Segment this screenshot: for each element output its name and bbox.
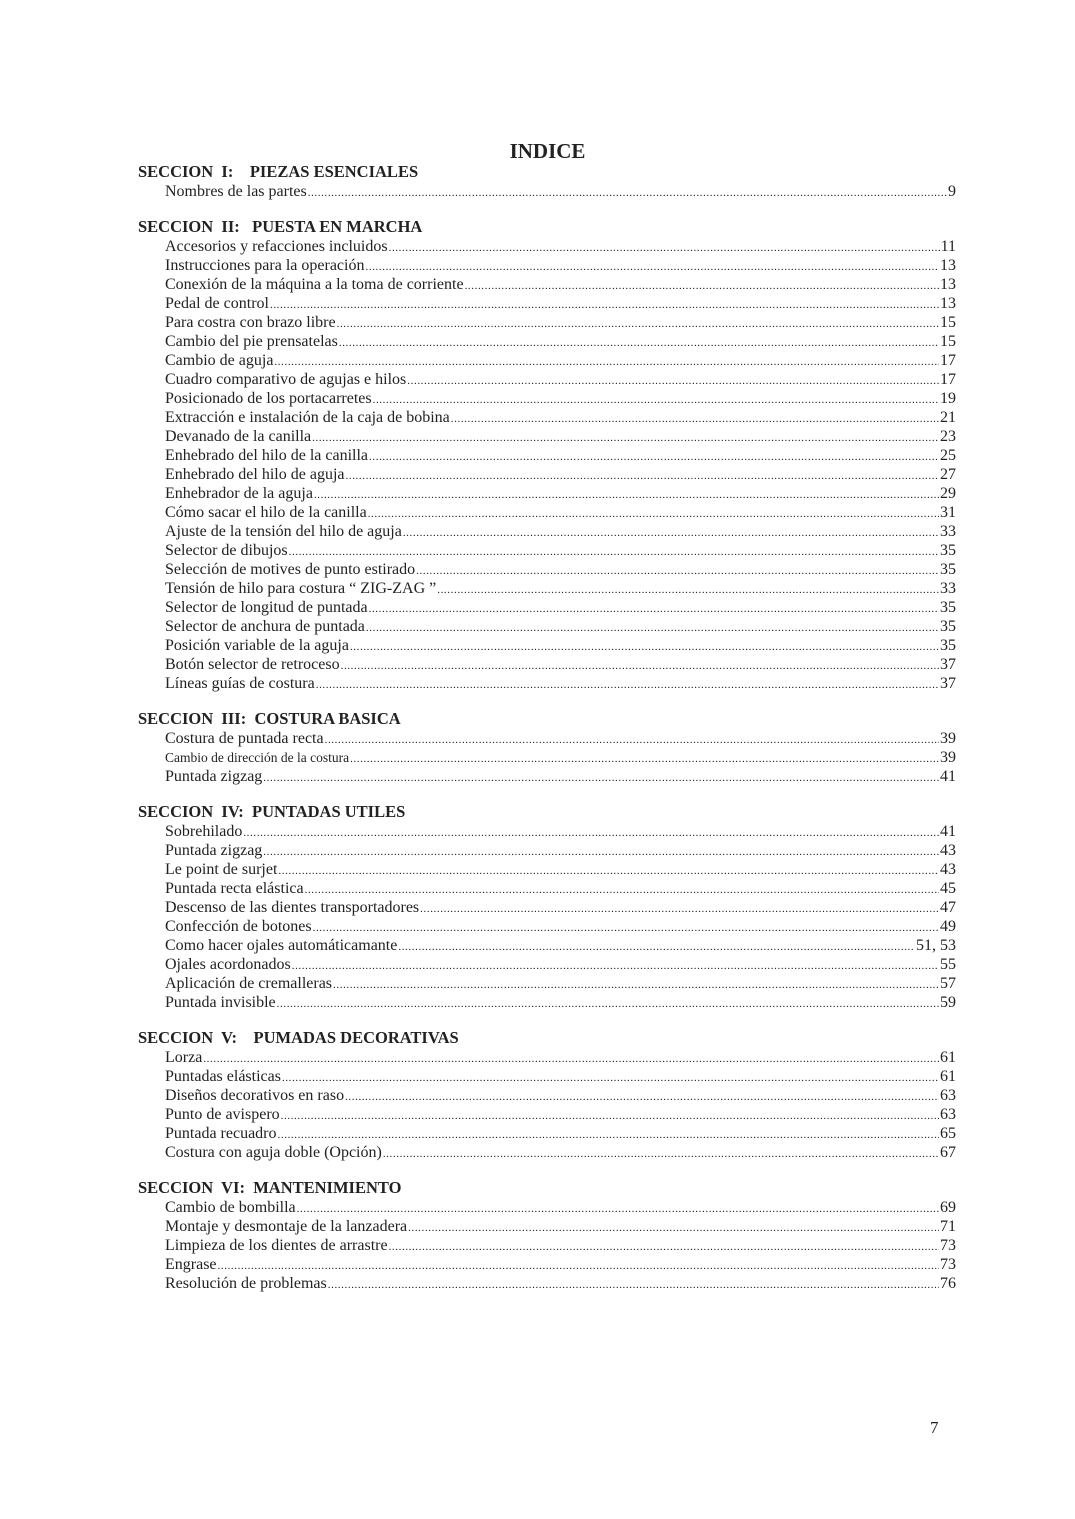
entry-page: 17 [940, 371, 956, 388]
entry-label: Engrase [165, 1256, 217, 1273]
entry-label: Confección de botones [165, 918, 312, 935]
entry-page: 23 [940, 428, 956, 445]
toc-entry [165, 1255, 956, 1274]
entry-page: 33 [940, 580, 956, 597]
dot-leader [368, 505, 939, 522]
toc-entry [165, 484, 956, 503]
toc-entry [165, 636, 956, 655]
entry-page: 76 [940, 1275, 956, 1292]
dot-leader [365, 258, 939, 275]
toc-entry [165, 370, 956, 389]
toc-entry [165, 974, 956, 993]
entry-page: 19 [940, 390, 956, 407]
entry-label: Cambio de dirección de la costura [165, 750, 350, 765]
entry-page: 63 [940, 1087, 956, 1104]
entry-page: 41 [940, 823, 956, 840]
dot-leader [369, 448, 939, 465]
entry-label: Instrucciones para la operación [165, 257, 365, 274]
dot-leader [314, 486, 939, 503]
section-heading: SECCION V: PUMADAS DECORATIVAS [138, 1028, 459, 1047]
entry-page: 35 [940, 637, 956, 654]
entry-label: Enhebrado del hilo de la canilla [165, 447, 369, 464]
entry-label: Como hacer ojales automáticamante [165, 937, 398, 954]
entry-page: 55 [940, 956, 956, 973]
entry-label: Selector de longitud de puntada [165, 599, 368, 616]
dot-leader [316, 676, 939, 693]
dot-leader [308, 184, 947, 201]
dot-leader [203, 1050, 939, 1067]
page-title: INDICE [509, 139, 586, 163]
entry-label: Puntada recta elástica [165, 880, 304, 897]
dot-leader [345, 1088, 939, 1105]
entry-label: Enhebrado del hilo de aguja [165, 466, 345, 483]
toc-entry [165, 936, 956, 955]
toc-entry [165, 294, 956, 313]
entry-page: 43 [940, 861, 956, 878]
dot-leader [398, 938, 915, 955]
entry-page: 73 [940, 1237, 956, 1254]
entry-page: 39 [940, 749, 956, 766]
dot-leader [282, 1069, 939, 1086]
entry-label: Puntada zigzag [165, 768, 263, 785]
toc-entry [165, 351, 956, 370]
entry-page: 35 [940, 599, 956, 616]
entry-page: 25 [940, 447, 956, 464]
entry-label: Montaje y desmontaje de la lanzadera [165, 1218, 408, 1235]
entry-label: Líneas guías de costura [165, 675, 315, 692]
dot-leader [278, 862, 939, 879]
toc-entry [165, 522, 956, 541]
entry-label: Posicionado de los portacarretes [165, 390, 372, 407]
toc-entry [165, 598, 956, 617]
entry-label: Punto de avispero [165, 1106, 280, 1123]
entry-page: 69 [940, 1199, 956, 1216]
entry-label: Selector de dibujos [165, 542, 288, 559]
toc-entry [165, 256, 956, 275]
toc-entry [165, 955, 956, 974]
entry-label: Conexión de la máquina a la toma de corriente [165, 276, 464, 293]
dot-leader [373, 391, 939, 408]
entry-page: 31 [940, 504, 956, 521]
dot-leader [328, 1276, 939, 1293]
toc-entry [165, 674, 956, 693]
entry-page: 57 [940, 975, 956, 992]
dot-leader [337, 315, 939, 332]
toc-entry [165, 898, 956, 917]
dot-leader [341, 657, 939, 674]
entry-label: Tensión de hilo para costura “ ZIG-ZAG ” [165, 580, 437, 597]
toc-entry [165, 313, 956, 332]
entry-label: Aplicación de cremalleras [165, 975, 333, 992]
entry-page: 49 [940, 918, 956, 935]
entry-page: 33 [940, 523, 956, 540]
toc-entry [165, 1086, 956, 1105]
dot-leader [292, 957, 939, 974]
dot-leader [350, 750, 939, 767]
dot-leader [383, 1145, 939, 1162]
entry-label: Cambio del pie prensatelas [165, 333, 338, 350]
toc-entry [165, 579, 956, 598]
entry-page: 27 [940, 466, 956, 483]
dot-leader [451, 410, 939, 427]
toc-section [138, 1178, 956, 1293]
entry-label: Sobrehilado [165, 823, 243, 840]
entry-page: 15 [940, 314, 956, 331]
entry-page: 65 [940, 1125, 956, 1142]
toc-entry [165, 841, 956, 860]
toc-entry [165, 503, 956, 522]
toc-entry [165, 446, 956, 465]
entry-label: Cómo sacar el hilo de la canilla [165, 504, 367, 521]
entry-page: 63 [940, 1106, 956, 1123]
dot-leader [333, 976, 939, 993]
toc-entry [165, 879, 956, 898]
dot-leader [305, 881, 939, 898]
dot-leader [407, 372, 939, 389]
dot-leader [325, 731, 939, 748]
section-heading: SECCION III: COSTURA BASICA [138, 709, 401, 728]
dot-leader [270, 296, 939, 313]
entry-label: Enhebrador de la aguja [165, 485, 313, 502]
entry-label: Nombres de las partes [165, 183, 307, 200]
entry-page: 13 [940, 276, 956, 293]
entry-page: 29 [940, 485, 956, 502]
entry-page: 71 [940, 1218, 956, 1235]
entry-label: Cambio de aguja [165, 352, 274, 369]
dot-leader [313, 919, 939, 936]
toc-entry [165, 655, 956, 674]
entry-label: Para costra con brazo libre [165, 314, 336, 331]
entry-label: Extracción e instalación de la caja de bobina [165, 409, 450, 426]
entry-page: 15 [940, 333, 956, 350]
toc-entry [165, 182, 956, 201]
dot-leader [289, 543, 939, 560]
toc-entry [165, 237, 956, 256]
toc-entry [165, 1124, 956, 1143]
toc-section [138, 1028, 956, 1162]
entry-label: Ojales acordonados [165, 956, 291, 973]
toc-entry [165, 1274, 956, 1293]
dot-leader [339, 334, 939, 351]
toc-entry [165, 917, 956, 936]
entry-label: Diseños decorativos en raso [165, 1087, 345, 1104]
dot-leader [408, 1219, 939, 1236]
dot-leader [243, 824, 939, 841]
entry-page: 45 [940, 880, 956, 897]
dot-leader [278, 1126, 939, 1143]
toc-section [138, 162, 956, 201]
entry-page: 9 [948, 183, 956, 200]
dot-leader [346, 467, 940, 484]
toc-entry [165, 1105, 956, 1124]
dot-leader [420, 900, 939, 917]
toc-entry [165, 541, 956, 560]
entry-label: Posición variable de la aguja [165, 637, 349, 654]
toc-entry [165, 408, 956, 427]
toc-entry [165, 748, 956, 767]
entry-label: Descenso de las dientes transportadores [165, 899, 420, 916]
entry-label: Devanado de la canilla [165, 428, 312, 445]
entry-label: Puntada recuadro [165, 1125, 277, 1142]
dot-leader [297, 1200, 939, 1217]
entry-label: Cambio de bombilla [165, 1199, 296, 1216]
entry-label: Costura con aguja doble (Opción) [165, 1144, 382, 1161]
dot-leader [416, 562, 939, 579]
entry-page: 39 [940, 730, 956, 747]
entry-page: 43 [940, 842, 956, 859]
dot-leader [437, 581, 939, 598]
entry-page: 35 [940, 542, 956, 559]
toc-entry [165, 617, 956, 636]
entry-label: Puntadas elásticas [165, 1068, 281, 1085]
entry-page: 61 [940, 1049, 956, 1066]
toc-entry [165, 332, 956, 351]
entry-page: 21 [940, 409, 956, 426]
entry-page: 67 [940, 1144, 956, 1161]
toc-entry [165, 1048, 956, 1067]
dot-leader [274, 353, 939, 370]
entry-label: Costura de puntada recta [165, 730, 324, 747]
entry-page: 37 [940, 675, 956, 692]
entry-page: 13 [940, 295, 956, 312]
toc-entry [165, 822, 956, 841]
dot-leader [369, 600, 939, 617]
entry-page: 47 [940, 899, 956, 916]
section-heading: SECCION I: PIEZAS ESENCIALES [138, 162, 419, 181]
dot-leader [366, 619, 939, 636]
entry-page: 11 [940, 238, 956, 255]
entry-page: 41 [940, 768, 956, 785]
entry-page: 51, 53 [916, 937, 956, 954]
entry-page: 13 [940, 257, 956, 274]
toc-entry [165, 993, 956, 1012]
toc-entry [165, 1236, 956, 1255]
entry-page: 59 [940, 994, 956, 1011]
section-heading: SECCION VI: MANTENIMIENTO [138, 1178, 402, 1197]
dot-leader [277, 995, 939, 1012]
toc-section [138, 709, 956, 786]
dot-leader [389, 1238, 939, 1255]
toc-entry [165, 767, 956, 786]
dot-leader [403, 524, 939, 541]
toc-entry [165, 389, 956, 408]
dot-leader [263, 843, 939, 860]
toc-entry [165, 427, 956, 446]
dot-leader [389, 239, 940, 256]
toc-entry [165, 860, 956, 879]
toc-entry [165, 729, 956, 748]
entry-page: 61 [940, 1068, 956, 1085]
dot-leader [465, 277, 939, 294]
toc-entry [165, 275, 956, 294]
entry-label: Limpieza de los dientes de arrastre [165, 1237, 388, 1254]
toc-entry [165, 560, 956, 579]
entry-label: Selección de motives de punto estirado [165, 561, 416, 578]
entry-page: 37 [940, 656, 956, 673]
entry-label: Pedal de control [165, 295, 269, 312]
dot-leader [218, 1257, 939, 1274]
toc-entry [165, 1143, 956, 1162]
entry-label: Ajuste de la tensión del hilo de aguja [165, 523, 402, 540]
entry-label: Cuadro comparativo de agujas e hilos [165, 371, 407, 388]
toc-entry [165, 1198, 956, 1217]
entry-page: 35 [940, 561, 956, 578]
entry-label: Selector de anchura de puntada [165, 618, 365, 635]
toc-entry [165, 465, 956, 484]
entry-label: Puntada invisible [165, 994, 276, 1011]
toc-section [138, 802, 956, 1012]
entry-label: Le point de surjet [165, 861, 278, 878]
dot-leader [263, 769, 939, 786]
section-heading: SECCION IV: PUNTADAS UTILES [138, 802, 406, 821]
entry-label: Botón selector de retroceso [165, 656, 340, 673]
entry-page: 73 [940, 1256, 956, 1273]
toc-entry [165, 1217, 956, 1236]
entry-page: 35 [940, 618, 956, 635]
toc-section [138, 217, 956, 693]
dot-leader [312, 429, 939, 446]
entry-page: 17 [940, 352, 956, 369]
page-number: 7 [930, 1418, 939, 1437]
table-of-contents [138, 162, 956, 1309]
dot-leader [350, 638, 939, 655]
section-heading: SECCION II: PUESTA EN MARCHA [138, 217, 423, 236]
dot-leader [281, 1107, 939, 1124]
entry-label: Resolución de problemas [165, 1275, 327, 1292]
entry-label: Accesorios y refacciones incluidos [165, 238, 388, 255]
entry-label: Lorza [165, 1049, 203, 1066]
toc-entry [165, 1067, 956, 1086]
entry-label: Puntada zigzag [165, 842, 263, 859]
